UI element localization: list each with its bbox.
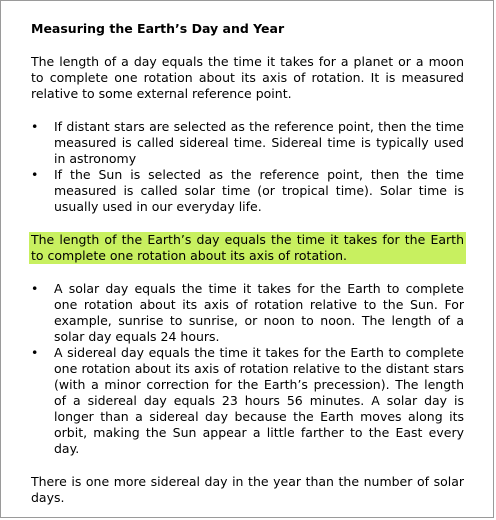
bullet-icon: •	[31, 119, 39, 134]
list-item-text: A solar day equals the time it takes for the Earth to complete one rotation about its axis of rotation relative to the Sun. For example, sunrise to sunrise, or noon to noon. The length of a solar day equals 24 hours.	[54, 281, 464, 344]
closing-paragraph: There is one more sidereal day in the year than the number of solar days.	[31, 474, 464, 505]
list-item-text: If distant stars are selected as the reference point, then the time measured is called sidereal time. Sidereal time is typically used in astronomy	[54, 119, 464, 166]
list-item	[31, 281, 464, 345]
bullet-icon: •	[31, 281, 39, 296]
bullet-icon: •	[31, 167, 39, 182]
list-item	[31, 167, 464, 215]
highlighted-definition: The length of the Earth’s day equals the time it takes for the Earth to complete one rotation about its axis of rotation.	[31, 232, 464, 263]
reference-point-list	[31, 119, 464, 215]
list-item-text: A sidereal day equals the time it takes for the Earth to complete one rotation about its axis of rotation relative to the distant stars (with a minor correction for the Earth’s precession). The length of a sidereal day equals 23 hours 56 minutes. A solar day is longer than a sidereal day because the Earth moves along its orbit, making the Sun appear a little farther to the East every day.	[54, 345, 464, 456]
list-item-text: If the Sun is selected as the reference point, then the time measured is called solar time (or tropical time). Solar time is usually used in our everyday life.	[54, 167, 464, 214]
list-item	[31, 345, 464, 457]
day-types-list	[31, 281, 464, 457]
intro-paragraph: The length of a day equals the time it takes for a planet or a moon to complete one rotation about its axis of rotation. It is measured relative to some external reference point.	[31, 54, 464, 101]
page-title: Measuring the Earth’s Day and Year	[31, 21, 285, 36]
bullet-icon: •	[31, 345, 39, 360]
list-item	[31, 119, 464, 167]
document-content	[31, 21, 464, 506]
